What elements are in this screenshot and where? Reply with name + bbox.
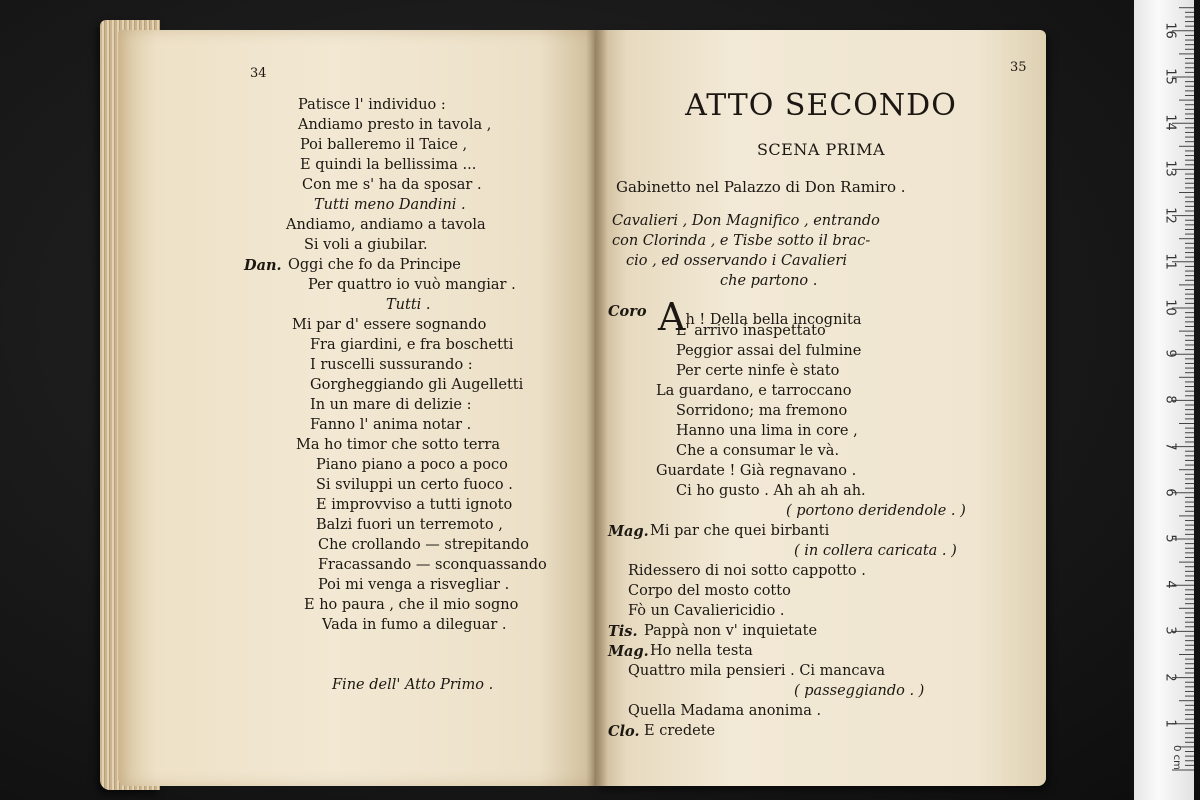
speaker-label: Mag. [608,523,649,540]
text-line: Sorridono; ma fremono [676,403,848,419]
speaker-label: Clo. [608,723,640,740]
ruler-number: 4 [1162,580,1178,589]
speaker-label: Coro [608,303,647,320]
ruler-number: 15 [1162,68,1178,85]
act-title: ATTO SECONDO [685,88,957,123]
book-gutter [586,30,608,786]
text-line: Per certe ninfe è stato [676,363,840,379]
ruler-number: 8 [1162,395,1178,405]
ruler-number: 13 [1162,160,1178,178]
text-line: Cavalieri , Don Magnifico , entrando [612,213,880,229]
ruler-number: 16 [1162,22,1178,39]
text-line: In un mare di delizie : [310,397,472,413]
text-line: Ci ho gusto . Ah ah ah ah. [676,483,866,499]
text-line: Con me s' ha da sposar . [302,177,482,193]
ruler-number: 12 [1162,206,1178,224]
text-line: Fine dell' Atto Primo . [332,677,494,693]
text-line: Fracassando — sconquassando [318,557,547,573]
right-page-number: 35 [1010,60,1027,75]
ruler-number: 3 [1162,626,1178,636]
text-line: E improvviso a tutti ignoto [316,497,513,513]
ruler-number: 11 [1162,253,1178,270]
text-line: Vada in fumo a dileguar . [322,617,507,633]
text-line: Andiamo, andiamo a tavola [286,217,486,233]
ruler-unit: 0 cm [1170,745,1182,770]
text-line: Per quattro io vuò mangiar . [308,277,516,293]
text-line: Ma ho timor che sotto terra [296,437,500,453]
speaker-label: Mag. [608,643,649,660]
ruler-number: 2 [1162,672,1178,682]
text-line: Fra giardini, e fra boschetti [310,337,514,353]
text-line: E quindi la bellissima ... [300,157,477,173]
text-line: Oggi che fo da Principe [288,257,461,273]
ruler-number: 7 [1162,441,1178,451]
ruler-number: 5 [1162,534,1178,543]
scene-setting: Gabinetto nel Palazzo di Don Ramiro . [616,178,906,196]
ruler-number: 6 [1162,488,1178,497]
text-line: E credete [644,723,716,739]
text-line: con Clorinda , e Tisbe sotto il brac- [612,233,871,249]
left-page-number: 34 [250,66,267,81]
text-line: I ruscelli sussurando : [310,357,473,373]
text-line: Patisce l' individuo : [298,97,446,113]
text-line: L' arrivo inaspettato [676,323,826,339]
text-line: Tutti . [386,297,431,313]
text-line: cio , ed osservando i Cavalieri [626,253,847,269]
text-line: Ridessero di noi sotto cappotto . [628,563,866,579]
text-line: Tutti meno Dandini . [314,197,466,213]
ruler-number: 14 [1162,114,1178,131]
measuring-ruler [1134,0,1194,800]
left-page [118,30,596,786]
text-line: Poi mi venga a risvegliar . [318,577,510,593]
text-line: Balzi fuori un terremoto , [316,517,503,533]
text-line: Che a consumar le và. [676,443,840,459]
right-page [596,30,1046,786]
text-line: ( portono deridendole . ) [786,503,966,519]
ruler-number: 1 [1162,719,1178,728]
text-line: Si voli a giubilar. [304,237,428,253]
text-line: che partono . [720,273,818,289]
text-line: Poi balleremo il Taice , [300,137,468,153]
text-line: Hanno una lima in core , [676,423,858,439]
text-line: Guardate ! Già regnavano . [656,463,857,479]
text-line: Gorgheggiando gli Augelletti [310,377,524,393]
text-line: Corpo del mosto cotto [628,583,791,599]
speaker-label: Tis. [608,623,638,640]
speaker-label: Dan. [244,257,282,274]
text-line: Mi par che quei birbanti [650,523,830,539]
text-line: Fò un Cavaliericidio . [628,603,785,619]
text-line: Quella Madama anonima . [628,703,822,719]
text-line: Pappà non v' inquietate [644,623,818,639]
text-line: Fanno l' anima notar . [310,417,472,433]
ruler-number: 10 [1162,299,1178,316]
text-line: Ho nella testa [650,643,753,659]
text-line-content: h ! Della bella incognita [685,312,862,328]
text-line: Mi par d' essere sognando [292,317,487,333]
text-line: E ho paura , che il mio sogno [304,597,519,613]
ruler-number: 9 [1162,349,1178,358]
text-line: ( in collera caricata . ) [794,543,957,559]
text-line: Si sviluppi un certo fuoco . [316,477,513,493]
text-line: La guardano, e tarroccano [656,383,852,399]
scene-title: SCENA PRIMA [756,140,886,159]
open-book [100,12,1060,792]
text-line: ( passeggiando . ) [794,683,925,699]
text-line: Andiamo presto in tavola , [298,117,492,133]
text-line: Piano piano a poco a poco [316,457,508,473]
text-line: Che crollando — strepitando [318,537,529,553]
text-line: Peggior assai del fulmine [676,343,862,359]
text-line: Quattro mila pensieri . Ci mancava [628,663,886,679]
drop-capital: A [658,295,686,339]
